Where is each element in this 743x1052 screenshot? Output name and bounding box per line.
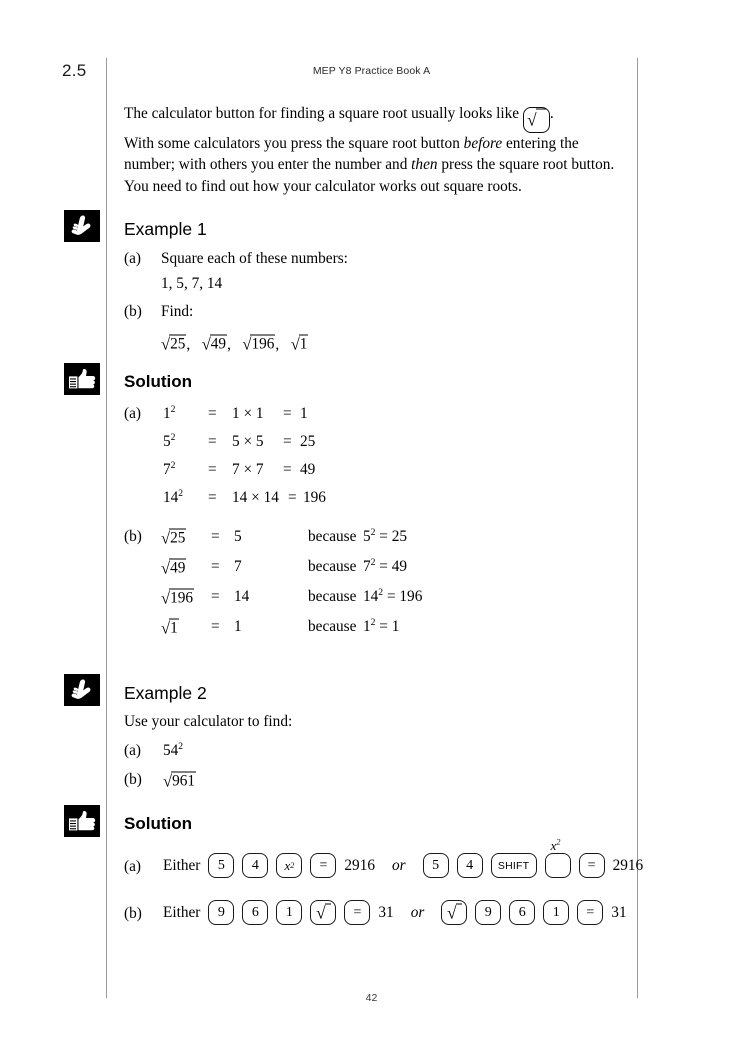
or-label: or	[410, 903, 425, 921]
calc-key-4[interactable]: 4	[242, 853, 268, 878]
square-row-product: 1 × 1	[232, 405, 264, 422]
either-label: Either	[163, 856, 201, 874]
solution1-part-b-label: (b)	[124, 528, 142, 545]
solution-root-eq: =	[211, 618, 220, 635]
example2-part-a-label: (a)	[124, 742, 141, 759]
calc-key-equals[interactable]: =	[579, 853, 605, 878]
because-expr: $5^2 = 25$	[363, 526, 408, 545]
example2-prompt: Use your calculator to find:	[124, 713, 293, 730]
calc-key-shift[interactable]: SHIFT	[491, 853, 537, 878]
result-second-b: 31	[611, 903, 627, 921]
section-number: 2.5	[62, 61, 87, 80]
intro-line2-em: before	[463, 135, 503, 153]
square-row-eq: =	[208, 461, 217, 478]
example1-part-a-label: (a)	[124, 250, 141, 267]
example1-part-b-label: (b)	[124, 303, 142, 320]
solution-root-eq: =	[211, 588, 220, 605]
square-row-product: 7 × 7	[232, 461, 264, 478]
intro-line3-em: then	[411, 156, 438, 174]
writing-hand-icon	[64, 805, 100, 837]
intro-line3-b: press the square root button.	[437, 156, 615, 174]
square-row-result: 196	[303, 489, 326, 506]
example2-part-b-expr: √961	[163, 771, 196, 791]
solution-root-value: 5	[234, 528, 242, 545]
calc-key-blank-x-squared[interactable]	[545, 837, 571, 878]
solution2-row-a-label: (a)	[124, 858, 141, 875]
solution-root: √25	[161, 528, 186, 548]
solution-root-value: 1	[234, 618, 242, 635]
because-label: because	[308, 588, 357, 605]
square-row: $7^2$	[163, 459, 176, 478]
calc-key-equals[interactable]: =	[310, 853, 336, 878]
calc-key-1[interactable]: 1	[543, 900, 569, 925]
sqrt-key-icon	[523, 107, 550, 133]
solution-root-eq: =	[211, 528, 220, 545]
result-first-b: 31	[378, 903, 394, 921]
root-item: √196	[242, 334, 275, 354]
solution1-heading: Solution	[124, 372, 192, 391]
left-vertical-rule	[106, 58, 107, 998]
square-row-product: 5 × 5	[232, 433, 264, 450]
calc-key-sqrt[interactable]: √	[310, 900, 336, 925]
because-expr: $14^2 = 196$	[363, 586, 423, 605]
intro-line3-a: number; with others you enter the number and	[124, 156, 412, 174]
square-row-eq2: =	[283, 461, 292, 478]
because-expr: $7^2 = 49$	[363, 556, 408, 575]
or-label: or	[391, 856, 406, 874]
solution-root: √196	[161, 588, 194, 608]
intro-paragraph	[124, 103, 624, 197]
square-row: $1^2$	[163, 403, 176, 422]
writing-hand-icon	[64, 363, 100, 395]
sqrt-glyph: √	[527, 109, 545, 131]
square-row: $14^2$	[163, 487, 184, 506]
square-row-eq2: =	[283, 433, 292, 450]
calc-key-6[interactable]: 6	[509, 900, 535, 925]
solution-root: √1	[161, 618, 178, 638]
square-row: $5^2$	[163, 431, 176, 450]
x-squared-label: $x^2$	[550, 837, 561, 853]
because-label: because	[308, 558, 357, 575]
calc-key-5[interactable]: 5	[208, 853, 234, 878]
solution-root-eq: =	[211, 558, 220, 575]
calc-key-4[interactable]: 4	[457, 853, 483, 878]
calc-key-1[interactable]: 1	[276, 900, 302, 925]
example1-part-a-text: Square each of these numbers:	[161, 250, 348, 267]
calc-key-6[interactable]: 6	[242, 900, 268, 925]
calc-key-9[interactable]: 9	[475, 900, 501, 925]
square-row-result: 25	[300, 433, 316, 450]
calculator-sequence-b	[163, 900, 627, 925]
root-item: √1	[290, 334, 308, 354]
calc-key-equals[interactable]: =	[577, 900, 603, 925]
running-head: MEP Y8 Practice Book A	[312, 65, 431, 77]
intro-line1-period: .	[549, 105, 554, 122]
solution-root-value: 14	[234, 588, 250, 605]
square-row-eq: =	[208, 405, 217, 422]
because-label: because	[308, 618, 357, 635]
calc-key-9[interactable]: 9	[208, 900, 234, 925]
root-item: √25	[161, 334, 186, 354]
calc-key-equals[interactable]: =	[344, 900, 370, 925]
intro-line4: You need to find out how your calculator works out square roots.	[124, 177, 522, 195]
intro-line2-a: With some calculators you press the square root button	[124, 135, 464, 153]
solution2-heading: Solution	[124, 814, 192, 833]
example1-part-b-text: Find:	[161, 303, 194, 320]
calculator-sequence-a	[163, 837, 644, 878]
calc-key-sqrt[interactable]: √	[441, 900, 467, 925]
solution-root-value: 7	[234, 558, 242, 575]
pointing-hand-icon	[64, 674, 100, 706]
example1-heading: Example 1	[124, 219, 207, 239]
pointing-hand-icon	[64, 210, 100, 242]
example2-part-a-expr: $54^2$	[163, 740, 184, 759]
because-label: because	[308, 528, 357, 545]
square-row-product: 14 × 14	[232, 489, 279, 506]
square-row-result: 1	[300, 405, 308, 422]
square-row-result: 49	[300, 461, 316, 478]
root-item: √49	[201, 334, 227, 354]
solution1-part-a-label: (a)	[124, 405, 141, 422]
solution2-row-b-label: (b)	[124, 905, 142, 922]
square-row-eq: =	[208, 489, 217, 506]
example1-part-b-roots: √25, √49, √196, √1	[161, 334, 308, 354]
page-number: 42	[365, 992, 378, 1004]
example2-part-b-label: (b)	[124, 771, 142, 788]
calc-key-5[interactable]: 5	[423, 853, 449, 878]
example1-part-a-numbers: 1, 5, 7, 14	[161, 275, 223, 292]
result-first-a: 2916	[344, 856, 375, 874]
intro-line2-b: entering the	[502, 135, 579, 153]
either-label: Either	[163, 903, 201, 921]
square-row-eq: =	[208, 433, 217, 450]
intro-line1-text: The calculator button for finding a square root usually looks like	[124, 105, 520, 122]
square-row-eq2: =	[288, 489, 297, 506]
result-second-a: 2916	[612, 856, 644, 874]
because-expr: $1^2 = 1$	[363, 616, 400, 635]
calc-key-x-squared[interactable]: x 2	[276, 853, 302, 878]
square-row-eq2: =	[283, 405, 292, 422]
example2-heading: Example 2	[124, 683, 207, 703]
solution-root: √49	[161, 558, 186, 578]
